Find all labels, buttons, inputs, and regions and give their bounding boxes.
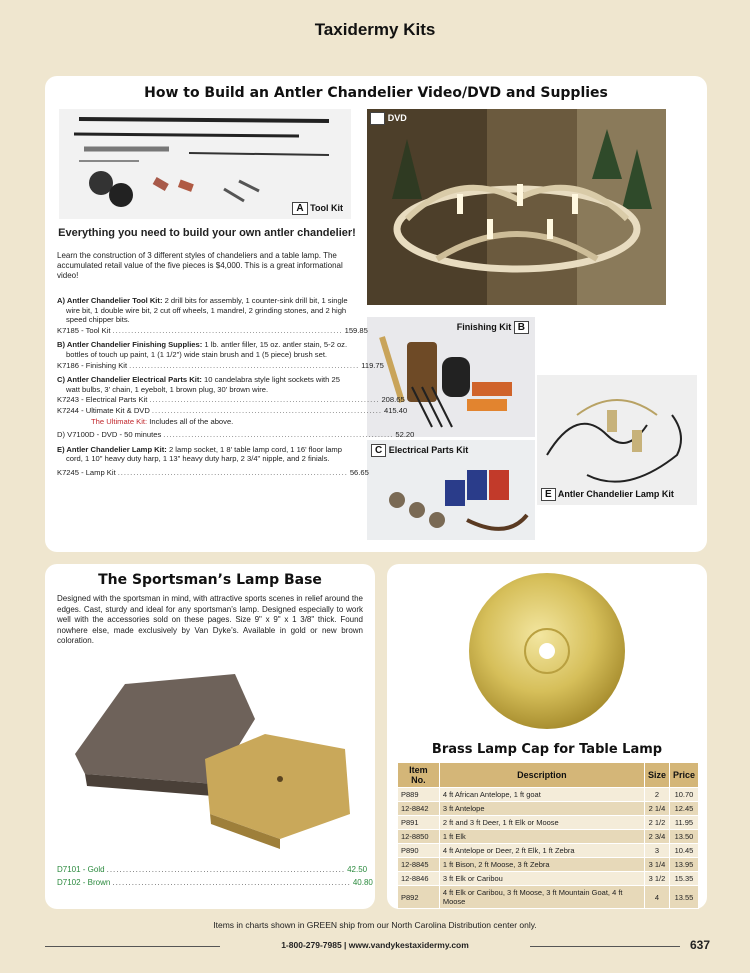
brass-cap-panel bbox=[387, 564, 707, 909]
tool-kit-label: Tool Kit bbox=[310, 203, 343, 213]
table-row: P891 2 ft and 3 ft Deer, 1 ft Elk or Moose 2 1/2 11.95 bbox=[398, 816, 699, 830]
finishing-kit-photo bbox=[367, 317, 535, 437]
dvd-label: DVD bbox=[387, 113, 407, 123]
lamp-base-title: The Sportsman’s Lamp Base bbox=[98, 572, 322, 588]
price-row: K7244 - Ultimate Kit & DVD .......................................................................... 415.40 bbox=[57, 405, 408, 415]
table-row: P889 4 ft African Antelope, 1 ft goat 2 10.70 bbox=[398, 788, 699, 802]
price-row: K7243 - Electrical Parts Kit .......................................................................... 208.65 bbox=[57, 395, 405, 405]
finishing-kit-letter: B bbox=[514, 321, 529, 334]
lamp-kit-letter: E bbox=[541, 488, 556, 501]
table-row: P892 4 ft Elk or Caribou, 3 ft Moose, 3 ft Mountain Goat, 4 ft Moose 4 13.55 bbox=[398, 886, 699, 909]
lamp-kit-label: Antler Chandelier Lamp Kit bbox=[557, 489, 674, 499]
finishing-kit-label: Finishing Kit bbox=[456, 322, 512, 332]
finishing-kit-illustration bbox=[367, 317, 535, 437]
electrical-kit-letter: C bbox=[371, 444, 386, 457]
price-row: D7102 - Brown .......................................................................... 40.80 bbox=[57, 878, 373, 887]
tool-kit-photo bbox=[59, 109, 351, 219]
column-header: Price bbox=[669, 763, 698, 788]
price-row: K7185 - Tool Kit .......................................................................... 159.85 bbox=[57, 325, 368, 335]
table-row: 12-8845 1 ft Bison, 2 ft Moose, 3 ft Zebra 3 1/4 13.95 bbox=[398, 858, 699, 872]
chandelier-panel bbox=[45, 76, 707, 552]
ultimate-kit-note: The Ultimate Kit: Includes all of the above. bbox=[91, 416, 234, 426]
list-item: C) Antler Chandelier Electrical Parts Kit: 10 candelabra style light sockets with 25 watt bulbs, 3' chain, 1 eyebolt, 1 brown plug, 30' brown wire. bbox=[57, 375, 340, 394]
list-item: B) Antler Chandelier Finishing Supplies: 1 lb. antler filler, 15 oz. antler stain, 5-2 oz. bottles of touch up paint, 1 (1 1/2") wide stain brush and 1 (5 piece) brush set. bbox=[57, 340, 348, 359]
column-header: Description bbox=[439, 763, 644, 788]
table-header-row bbox=[398, 763, 699, 788]
table-row: 12-8846 3 ft Elk or Caribou 3 1/2 15.35 bbox=[398, 872, 699, 886]
table-row: 12-8842 3 ft Antelope 2 1/4 12.45 bbox=[398, 802, 699, 816]
kit-item-list bbox=[57, 296, 415, 483]
price-row: D) V7100D - DVD - 50 minutes .......................................................................... 52.20 bbox=[57, 430, 415, 440]
price-row: K7186 - Finishing Kit .......................................................................... 119.75 bbox=[57, 360, 384, 370]
lamp-kit-illustration bbox=[537, 375, 697, 505]
brass-cap-table bbox=[397, 762, 699, 909]
lamp-base-description: Designed with the sportsman in mind, with attractive sports scenes in relief around the edges. Cast, sturdy and ideal for any sportsman’s lamp. Designed especially to work well with the accessories sold on these pages. Size 9" x 9" x 1 3/8" thick. Found nowhere else, made exclusively by Van Dyke’s. Available in gold or new brown coloration. bbox=[57, 594, 363, 645]
tool-kit-letter: A bbox=[292, 202, 307, 215]
column-header: Size bbox=[644, 763, 669, 788]
footer-contact[interactable]: 1-800-279-7985 | www.vandykestaxidermy.com bbox=[281, 940, 469, 950]
page-title: Taxidermy Kits bbox=[314, 20, 436, 39]
list-item: E) Antler Chandelier Lamp Kit: 2 lamp socket, 1 8' table lamp cord, 1 16' floor lamp cord, 1 10" heavy duty harp, 1 13" heavy duty harp, 2 3/4" nipple, and 2 finials. bbox=[57, 444, 342, 464]
dvd-chandelier-photo bbox=[367, 109, 666, 305]
dvd-letter: D bbox=[370, 112, 385, 125]
brass-cap-title: Brass Lamp Cap for Table Lamp bbox=[431, 742, 663, 757]
chandelier-tagline: Everything you need to build your own antler chandelier! bbox=[58, 227, 356, 239]
lamp-base-illustration bbox=[65, 664, 365, 854]
electrical-kit-photo bbox=[367, 440, 535, 540]
column-header: Item No. bbox=[398, 763, 440, 788]
lamp-base-panel bbox=[45, 564, 375, 909]
electrical-kit-label: Electrical Parts Kit bbox=[388, 445, 469, 455]
footer-shipping-note: Items in charts shown in GREEN ship from our North Carolina Distribution center only. bbox=[213, 920, 537, 930]
chandelier-illustration bbox=[367, 109, 666, 305]
chandelier-description: Learn the construction of 3 different styles of chandeliers and a table lamp. The accumulated retail value of the five pieces is $4,000. This is a great informational video! bbox=[57, 251, 343, 280]
table-row: 12-8850 1 ft Elk 2 3/4 13.50 bbox=[398, 830, 699, 844]
list-item: A) Antler Chandelier Tool Kit: 2 drill bits for assembly, 1 counter-sink drill bit, 1 single wire bit, 1 double wire bit, 2 cut off wheels, 1 mandrel, 2 grinding stones, and 2 high speed chipper bits. bbox=[57, 296, 348, 325]
table-row: P890 4 ft Antelope or Deer, 2 ft Elk, 1 ft Zebra 3 10.45 bbox=[398, 844, 699, 858]
brass-cap-illustration bbox=[467, 569, 627, 734]
lamp-base-prices bbox=[57, 864, 373, 890]
lamp-kit-photo bbox=[537, 375, 697, 505]
price-row: D7101 - Gold .......................................................................... 42.50 bbox=[57, 865, 368, 874]
chandelier-section-title: How to Build an Antler Chandelier Video/DVD and Supplies bbox=[144, 85, 608, 101]
price-row: K7245 - Lamp Kit .......................................................................... 56.65 bbox=[57, 467, 369, 477]
page-number: 637 bbox=[690, 938, 711, 952]
